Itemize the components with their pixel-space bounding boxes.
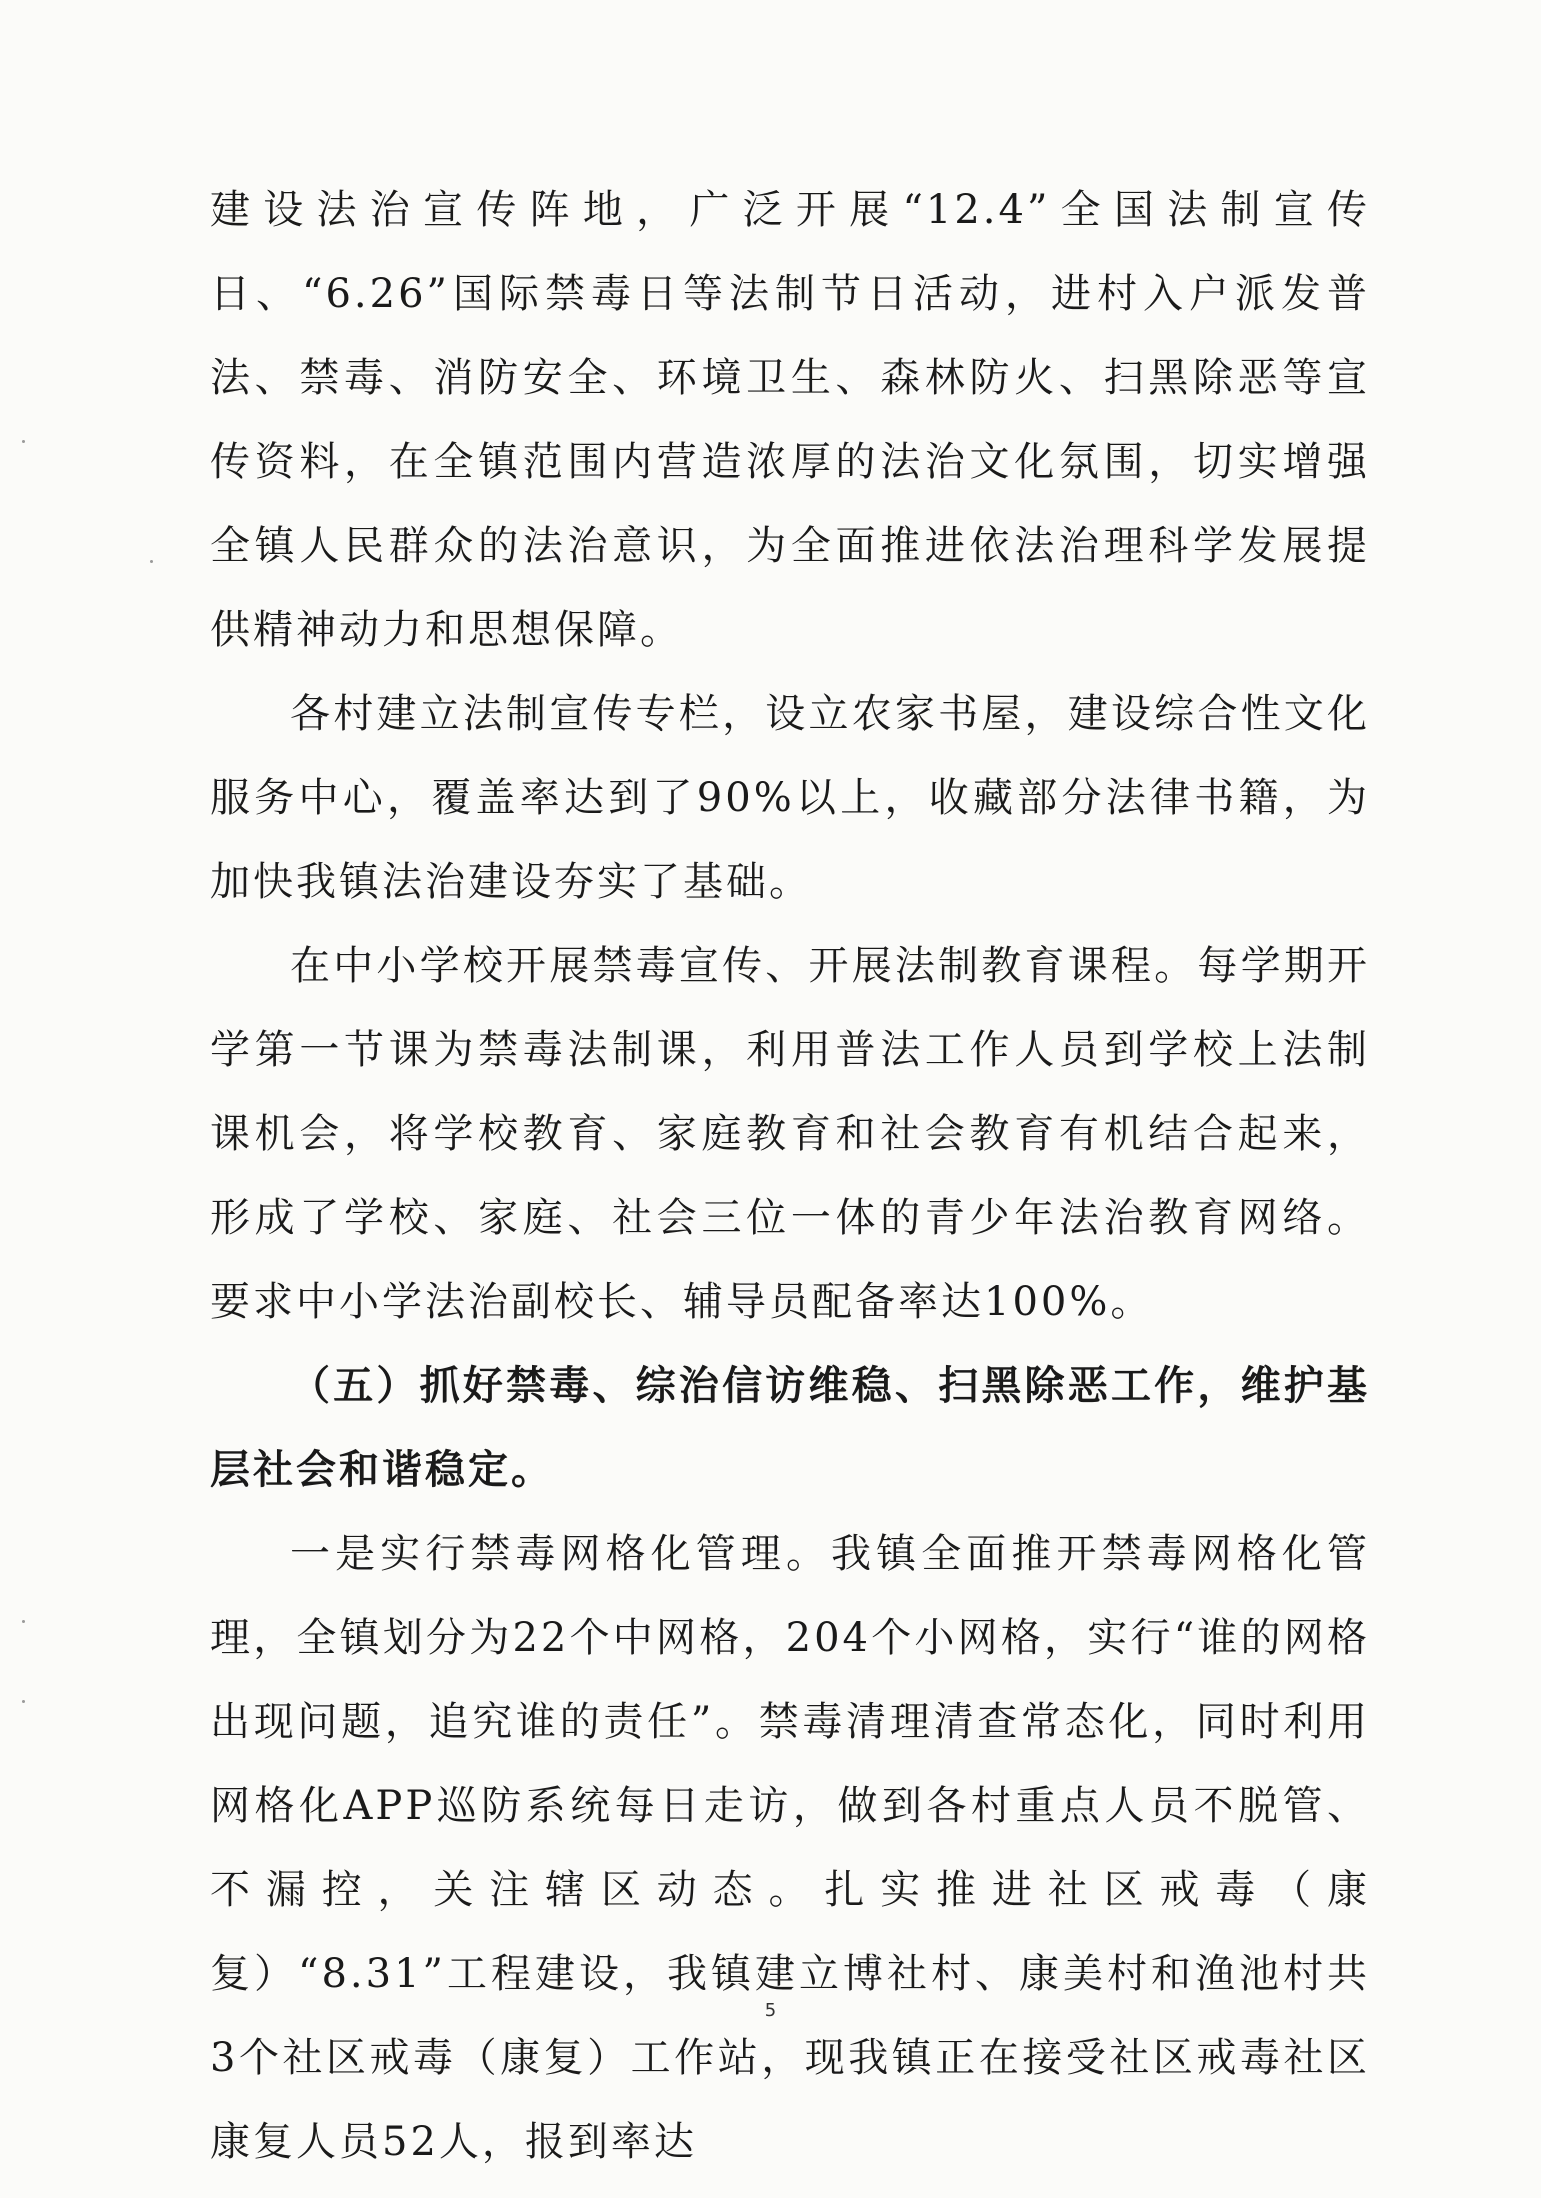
- section-heading-five: （五）抓好禁毒、综治信访维稳、扫黑除恶工作，维护基层社会和谐稳定。: [210, 1362, 1370, 1493]
- scan-speck: [22, 1620, 25, 1623]
- paragraph-grid-management: 一是实行禁毒网格化管理。我镇全面推开禁毒网格化管理，全镇划分为22个中网格，204个小网格，实行“谁的网格出现问题，追究谁的责任”。禁毒清理清查常态化，同时利用网格化APP巡防系统每日走访，做到各村重点人员不脱管、不漏控，关注辖区动态。扎实推进社区戒毒（康复）“8.31”工程建设，我镇建立博社村、康美村和渔池村共3个社区戒毒（康复）工作站，现我镇正在接受社区戒毒社区康复人员52人，报到率达: [210, 1531, 1370, 2165]
- scan-speck: [22, 440, 25, 443]
- paragraph-cultural-centers: 各村建立法制宣传专栏，设立农家书屋，建设综合性文化服务中心，覆盖率达到了90%以上，收藏部分法律书籍，为加快我镇法治建设夯实了基础。: [210, 691, 1370, 905]
- document-body: [210, 168, 1370, 2184]
- paragraph-continuation: 建设法治宣传阵地，广泛开展“12.4”全国法制宣传日、“6.26”国际禁毒日等法制节日活动，进村入户派发普法、禁毒、消防安全、环境卫生、森林防火、扫黑除恶等宣传资料，在全镇范围内营造浓厚的法治文化氛围，切实增强全镇人民群众的法治意识，为全面推进依法治理科学发展提供精神动力和思想保障。: [210, 187, 1370, 653]
- paragraph-school-education: 在中小学校开展禁毒宣传、开展法制教育课程。每学期开学第一节课为禁毒法制课，利用普法工作人员到学校上法制课机会，将学校教育、家庭教育和社会教育有机结合起来，形成了学校、家庭、社会三位一体的青少年法治教育网络。要求中小学法治副校长、辅导员配备率达100%。: [210, 943, 1370, 1325]
- page-number: 5: [764, 2000, 777, 2021]
- scan-speck: [150, 560, 153, 563]
- scan-speck: [22, 1700, 25, 1703]
